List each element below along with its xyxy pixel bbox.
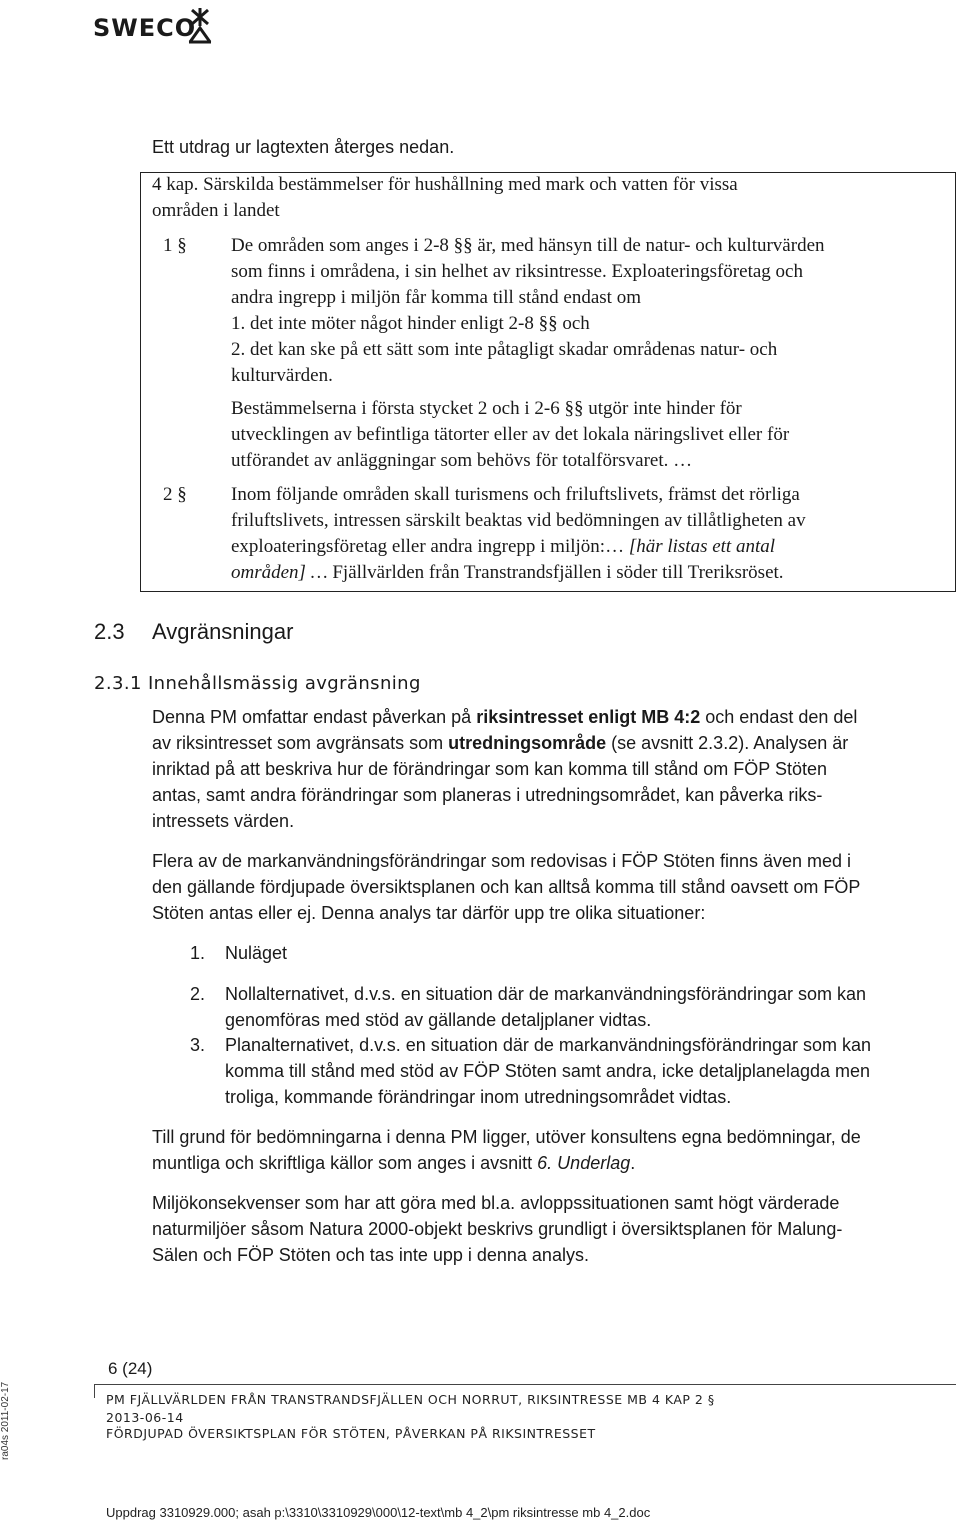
list-item: 1. Nuläget <box>190 943 288 963</box>
paragraph-1-text: De områden som anges i 2-8 §§ är, med hänsyn till de natur- och kulturvärden som finns i områdena, i sin helhet av riksintresse. Exploateringsföretag och andra ingrepp i miljön får komma till stånd endast om 1. det inte möter något hinder enligt 2-8 §§ och 2. det kan ske på ett sätt som inte påtagligt skadar områdenas natur- och kulturvärden. <box>231 235 825 386</box>
footer-subtitle: FÖRDJUPAD ÖVERSIKTSPLAN FÖR STÖTEN, PÅVERKAN PÅ RIKSINTRESSET <box>106 1426 596 1441</box>
logo-text: SWECO <box>93 14 197 42</box>
footer-document-title: PM FJÄLLVÄRLDEN FRÅN TRANSTRANDSFJÄLLEN OCH NORRUT, RIKSINTRESSE MB 4 KAP 2 § <box>106 1392 715 1407</box>
footer-divider-tick <box>94 1384 95 1398</box>
paragraph-situations: Flera av de markanvändningsförändringar som redovisas i FÖP Stöten finns även med i den gällande fördjupade översiktsplanen och kan alltså komma till stånd oavsett om FÖP Stöten antas eller ej. Denna analys tar därför upp tre olika situationer: <box>152 851 861 923</box>
paragraph-1-number: 1 § <box>163 235 187 256</box>
footer-divider <box>94 1384 956 1385</box>
paragraph-2-text: Inom följande områden skall turismens och friluftslivets, främst det rörliga friluftslivets, intressen särskilt beaktas vid bedömningen av tillåtligheten av exploateringsföretag eller andra ingrepp i miljön:… [här listas ett antal områden] … Fjällvärlden från Transtrandsfjällen i söder till Treriksröset. <box>231 484 806 583</box>
paragraph-environment: Miljökonsekvenser som har att göra med bl.a. avloppssituationen samt högt värderade naturmiljöer såsom Natura 2000-objekt beskrivs grundligt i översiktsplanen för Malung- Sälen och FÖP Stöten och tas inte upp i denna analys. <box>152 1193 843 1265</box>
intro-text: Ett utdrag ur lagtexten återges nedan. <box>152 137 455 157</box>
footer-date: 2013-06-14 <box>106 1410 184 1425</box>
subsection-heading: 2.3.1 Innehållsmässig avgränsning <box>94 673 421 694</box>
paragraph-sources: Till grund för bedömningarna i denna PM ligger, utöver konsultens egna bedömningar, de muntliga och skriftliga källor som anges i avsnitt 6. Underlag. <box>152 1127 861 1173</box>
paragraph-1-second-stycke: Bestämmelserna i första stycket 2 och i 2-6 §§ utgör inte hinder för utvecklingen av befintliga tätorter eller av det lokala näringslivet eller för utförandet av anläggningar som behövs för totalförsvaret. … <box>231 398 790 471</box>
template-tag: ra04s 2011-02-17 <box>0 1381 11 1460</box>
law-chapter-title: 4 kap. Särskilda bestämmelser för hushållning med mark och vatten för vissa områden i landet <box>152 174 738 221</box>
sweco-star-icon <box>187 6 213 44</box>
list-item: 3. Planalternativet, d.v.s. en situation där de markanvändningsförändringar som kan komma till stånd med stöd av FÖP Stöten samt andra, icke detaljplanelagda men troliga, kommande förändringar inom utredningsområdet vidtas. <box>190 1035 872 1107</box>
list-item: 2. Nollalternativet, d.v.s. en situation där de markanvändningsförändringar som kan genomföras med stöd av gällande detaljplaner vidtas. <box>190 984 867 1030</box>
section-heading: 2.3 Avgränsningar <box>94 619 294 644</box>
page-number: 6 (24) <box>108 1359 153 1378</box>
paragraph-scope: Denna PM omfattar endast påverkan på riksintresset enligt MB 4:2 och endast den del av riksintresset som avgränsats som utredningsområde (se avsnitt 2.3.2). Analysen är inriktad på att beskriva hur de förändringar som kan komma till stånd om FÖP Stöten antas, samt andra förändringar som planeras i utredningsområdet, kan påverka riks- intressets värden. <box>152 707 858 831</box>
file-path: Uppdrag 3310929.000; asah p:\3310\3310929\000\12-text\mb 4_2\pm riksintresse mb 4_2.doc <box>106 1505 651 1520</box>
paragraph-2-number: 2 § <box>163 484 187 505</box>
